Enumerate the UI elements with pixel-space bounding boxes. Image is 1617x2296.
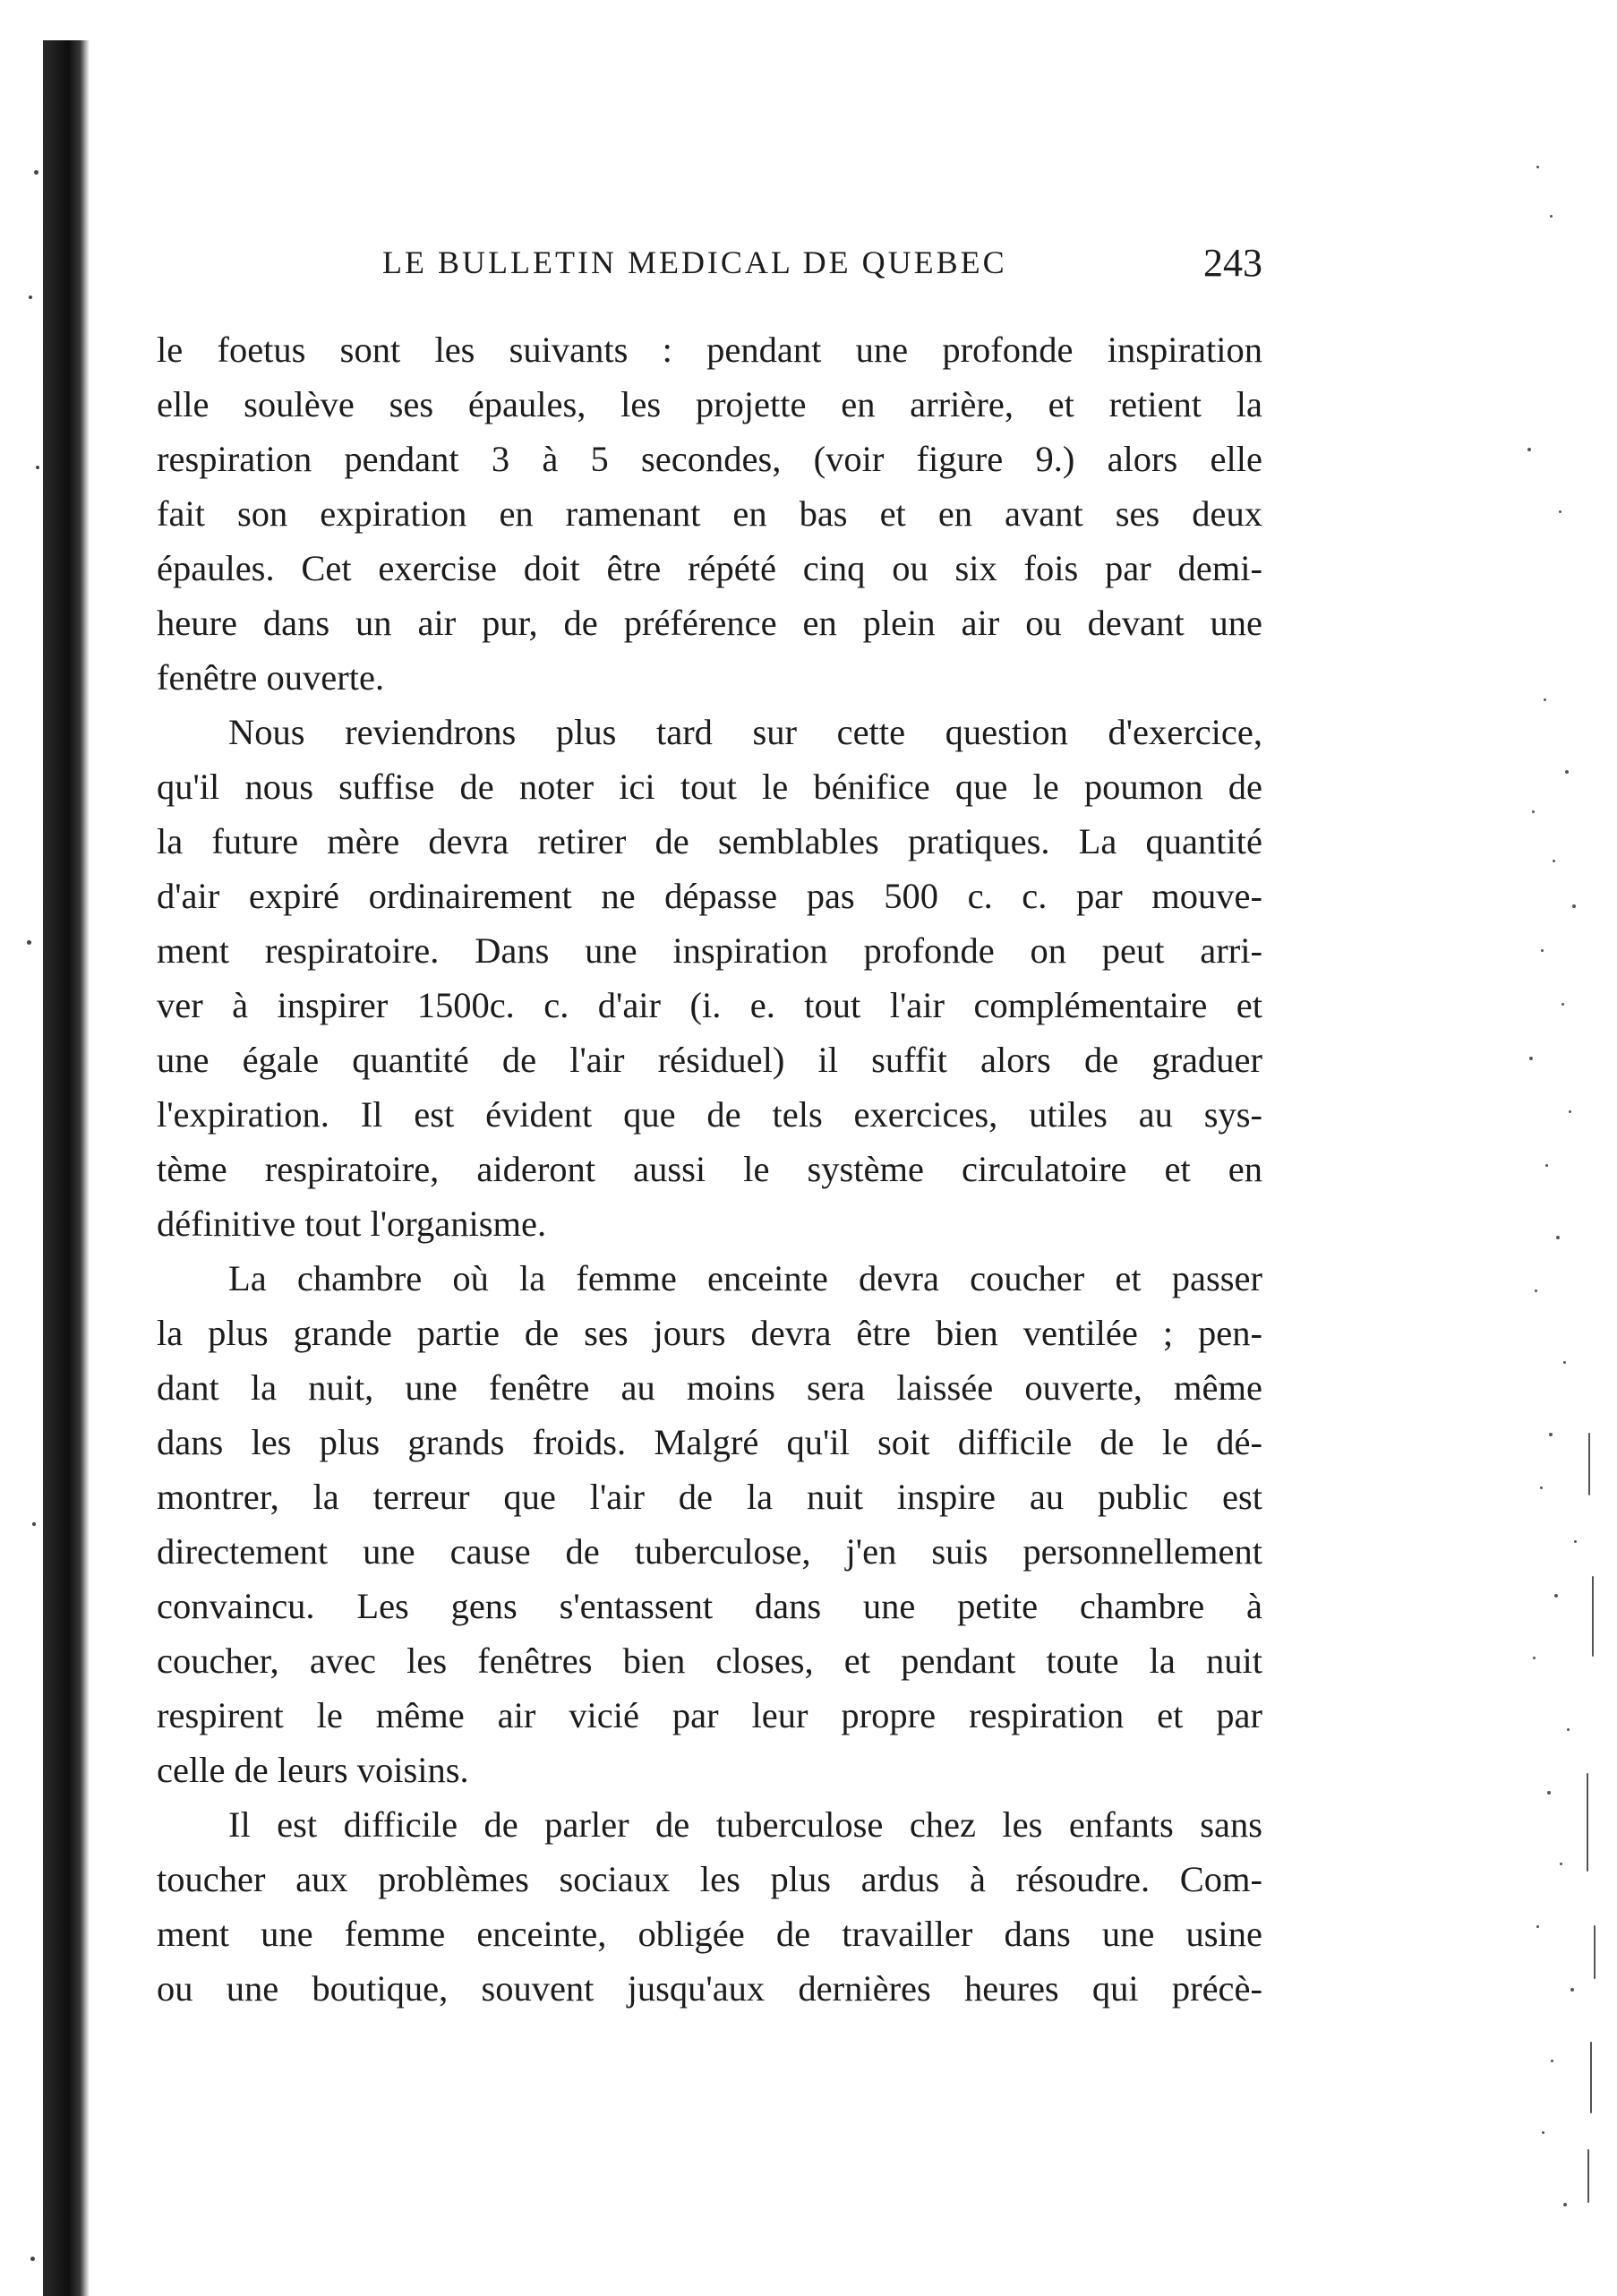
paragraph (157, 322, 1262, 705)
text-line: définitive tout l'organisme. (157, 1204, 547, 1244)
scan-speck (1570, 1988, 1574, 1992)
scan-speck (34, 170, 38, 175)
scan-speck (1554, 1594, 1558, 1598)
text-line: ver à inspirer 1500c. c. d'air (i. e. tout l'air complémentaire et (157, 985, 1262, 1025)
scan-speck (1533, 1657, 1536, 1659)
scan-streak (1592, 1576, 1594, 1657)
body-text (157, 322, 1262, 2016)
text-line: ment respiratoire. Dans une inspiration profonde on peut arri- (157, 930, 1262, 971)
text-line: ment une femme enceinte, obligée de travailler dans une usine (157, 1914, 1262, 1954)
text-line: heure dans un air pur, de préférence en plein air ou devant une (157, 603, 1262, 643)
scan-speck (1574, 1540, 1577, 1543)
text-line: convaincu. Les gens s'entassent dans une petite chambre à (157, 1586, 1262, 1626)
scan-speck (1544, 698, 1546, 701)
text-line: la future mère devra retirer de semblables pratiques. La quantité (157, 821, 1262, 861)
running-title: LE BULLETIN MEDICAL DE QUEBEC (382, 244, 1007, 280)
text-line: la plus grande partie de ses jours devra être bien ventilée ; pen- (157, 1313, 1262, 1353)
text-line: d'air expiré ordinairement ne dépasse pas 500 c. c. par mouve- (157, 876, 1262, 916)
scan-speck (1545, 1164, 1548, 1167)
text-line: fait son expiration en ramenant en bas et en avant ses deux (157, 493, 1262, 534)
scan-speck (1532, 810, 1535, 813)
text-line: l'expiration. Il est évident que de tels exercices, utiles au sys- (157, 1094, 1262, 1135)
scan-streak (1587, 1773, 1588, 1872)
scan-binding-edge (43, 40, 90, 2296)
text-line: ou une boutique, souvent jusqu'aux dernières heures qui précè- (157, 1968, 1262, 2009)
scan-speck (1551, 2060, 1553, 2062)
text-line: épaules. Cet exercise doit être répété cinq ou six fois par demi- (157, 548, 1262, 588)
text-line: dans les plus grands froids. Malgré qu'il soit difficile de le dé- (157, 1422, 1262, 1462)
scan-speck (1550, 215, 1553, 218)
scan-speck (1553, 860, 1555, 862)
scan-speck (1535, 1289, 1537, 1292)
running-head (157, 241, 1262, 297)
scan-speck (27, 940, 31, 945)
scan-speck (1536, 166, 1539, 168)
text-line: toucher aux problèmes sociaux les plus ardus à résoudre. Com- (157, 1859, 1262, 1899)
scan-speck (30, 2257, 35, 2261)
scan-speck (1540, 1486, 1543, 1489)
scan-speck (1536, 1925, 1539, 1928)
scan-speck (1559, 510, 1561, 513)
paragraph (157, 1797, 1262, 2016)
text-line: elle soulève ses épaules, les projette en arrière, et retient la (157, 384, 1262, 424)
text-line: dant la nuit, une fenêtre au moins sera laissée ouverte, même (157, 1367, 1262, 1408)
text-line: Il est difficile de parler de tuberculose chez les enfants sans (228, 1804, 1262, 1845)
scan-speck (1563, 2203, 1567, 2206)
scan-speck (1560, 1863, 1562, 1865)
page-number: 243 (1203, 241, 1262, 285)
text-line: qu'il nous suffise de noter ici tout le bénifice que le poumon de (157, 767, 1262, 807)
scan-speck (1541, 949, 1544, 952)
text-line: Nous reviendrons plus tard sur cette question d'exercice, (228, 712, 1262, 752)
scan-speck (1547, 1791, 1551, 1795)
scan-speck (1556, 1236, 1560, 1239)
scan-speck (32, 1522, 36, 1526)
scan-speck (1563, 1361, 1566, 1364)
text-line: La chambre où la femme enceinte devra coucher et passer (228, 1258, 1262, 1298)
scan-margin-noise (1510, 0, 1617, 2296)
scan-speck (1569, 1110, 1571, 1113)
scan-speck (36, 466, 39, 469)
text-line: tème respiratoire, aideront aussi le système circulatoire et en (157, 1149, 1262, 1189)
scan-speck (29, 296, 32, 299)
text-line: coucher, avec les fenêtres bien closes, et pendant toute la nuit (157, 1641, 1262, 1681)
scan-speck (1567, 1728, 1570, 1731)
text-line: respirent le même air vicié par leur propre respiration et par (157, 1695, 1262, 1735)
scan-speck (1542, 2131, 1544, 2134)
text-line: celle de leurs voisins. (157, 1750, 469, 1790)
text-line: une égale quantité de l'air résiduel) il suffit alors de graduer (157, 1040, 1262, 1080)
text-line: directement une cause de tuberculose, j'en suis personnellement (157, 1531, 1262, 1572)
scan-speck (1561, 1003, 1564, 1006)
scan-streak (1590, 2042, 1592, 2113)
scan-speck (1527, 448, 1531, 451)
text-line: respiration pendant 3 à 5 secondes, (voir figure 9.) alors elle (157, 439, 1262, 479)
scan-streak (1588, 1433, 1590, 1495)
paragraph (157, 1251, 1262, 1797)
scan-speck (1565, 770, 1569, 774)
text-line: fenêtre ouverte. (157, 657, 385, 698)
scan-speck (1529, 1057, 1533, 1060)
scan-streak (1587, 2149, 1589, 2203)
scan-speck (1572, 904, 1576, 908)
text-line: le foetus sont les suivants : pendant une profonde inspiration (157, 330, 1262, 370)
scan-speck (1549, 1433, 1553, 1436)
scan-streak (1594, 1925, 1596, 1979)
text-line: montrer, la terreur que l'air de la nuit inspire au public est (157, 1477, 1262, 1517)
paragraph (157, 705, 1262, 1251)
